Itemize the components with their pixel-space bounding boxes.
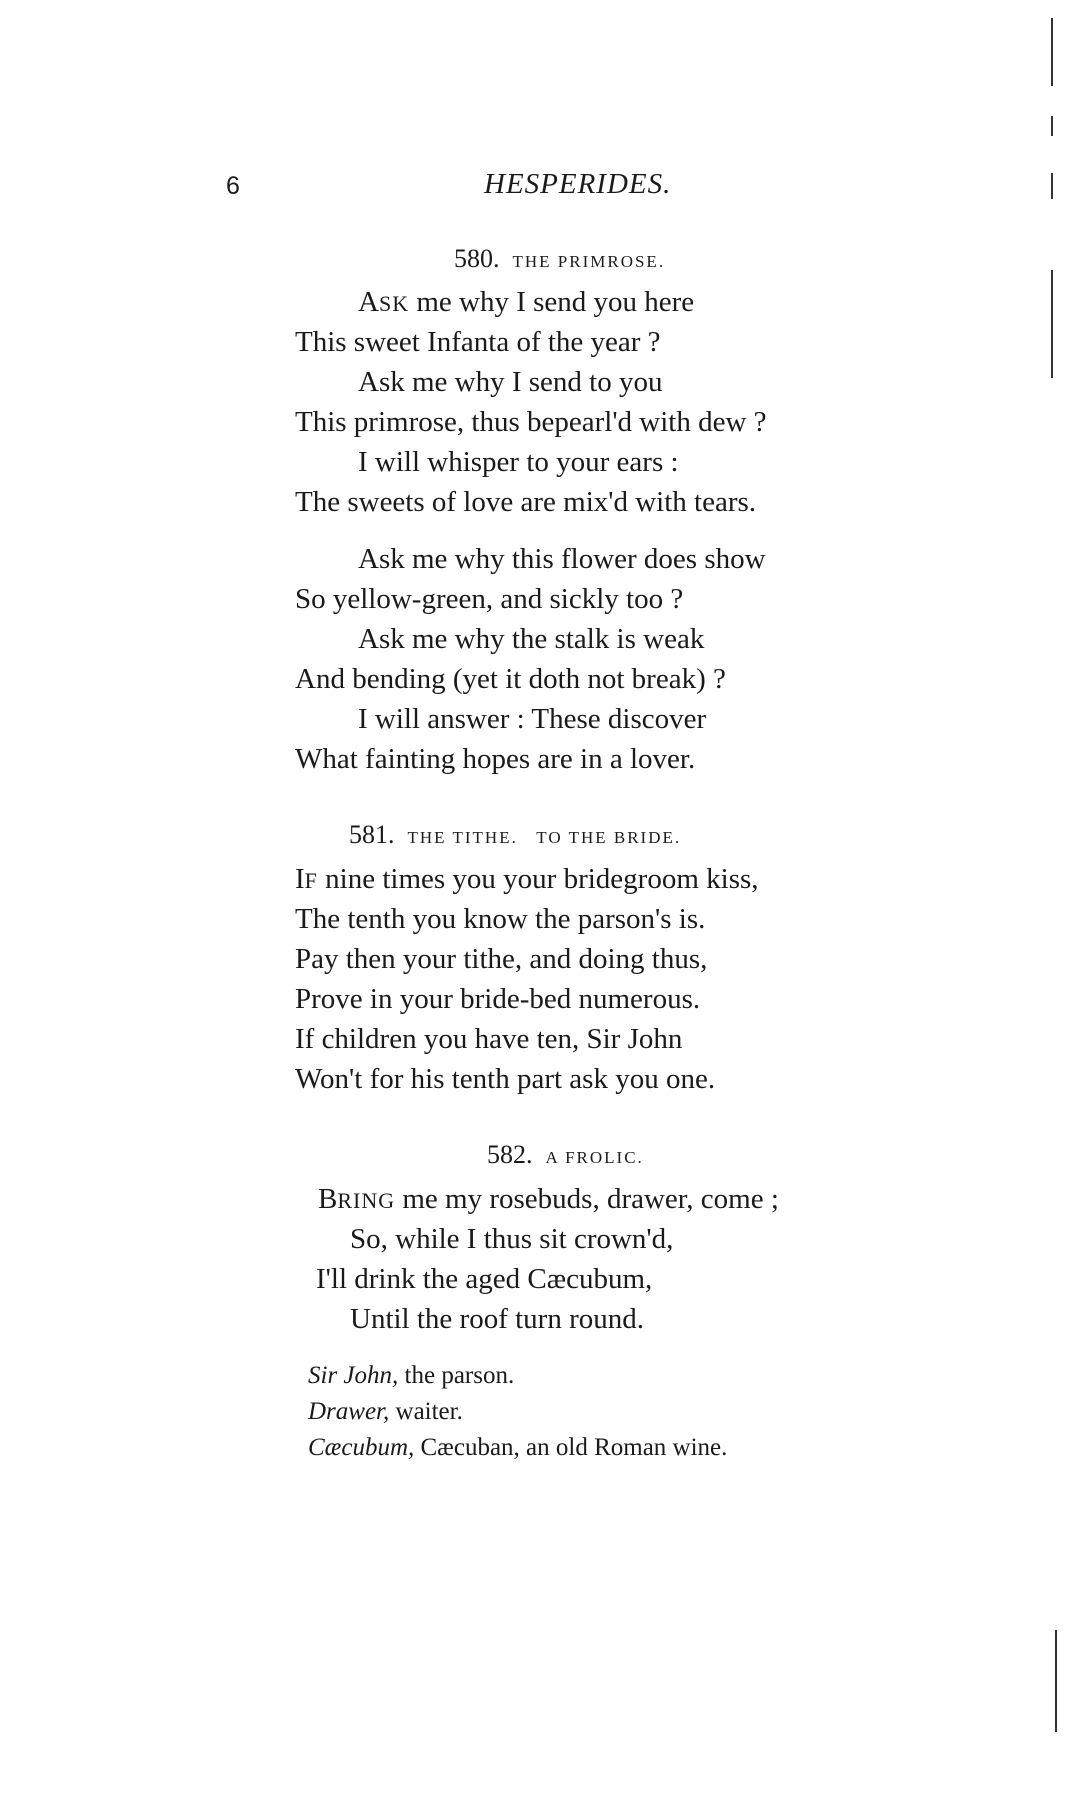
footnote-gloss: the parson. — [398, 1362, 515, 1389]
poem-line: Ask me why the stalk is weak — [358, 623, 705, 655]
poem-line: What fainting hopes are in a lover. — [295, 743, 696, 775]
poem-line: So yellow-green, and sickly too ? — [295, 583, 684, 615]
footnote-gloss: Cæcuban, an old Roman wine. — [414, 1434, 728, 1461]
poem-title: A FROLIC. — [545, 1148, 644, 1167]
scan-edge-mark — [1051, 173, 1053, 199]
poem-line: This primrose, thus bepearl'd with dew ? — [295, 406, 767, 438]
poem-number: 582. — [487, 1140, 533, 1169]
drop-word-rest: F — [304, 868, 318, 893]
page-number: 6 — [226, 172, 240, 200]
first-line-rest: me my rosebuds, drawer, come ; — [395, 1183, 779, 1215]
scan-edge-mark — [1051, 116, 1053, 136]
poem-heading — [454, 244, 665, 274]
poem-title: THE PRIMROSE. — [512, 252, 666, 271]
poem-line: If children you have ten, Sir John — [295, 1023, 683, 1055]
first-line-rest: nine times you your bridegroom kiss, — [317, 863, 759, 895]
poem-line: And bending (yet it doth not break) ? — [295, 663, 726, 695]
poem-line: Won't for his tenth part ask you one. — [295, 1063, 716, 1095]
poem-line — [318, 1183, 779, 1216]
poem-line: Pay then your tithe, and doing thus, — [295, 943, 708, 975]
footnote — [308, 1362, 514, 1390]
drop-word-rest: SK — [378, 291, 410, 316]
poem-number: 580. — [454, 244, 500, 273]
drop-word-cap: B — [318, 1183, 338, 1215]
poem-line: Ask me why this flower does show — [358, 543, 766, 575]
poem-number: 581. — [349, 820, 395, 849]
drop-word-rest: RING — [337, 1188, 396, 1213]
running-title: HESPERIDES. — [484, 168, 672, 200]
poem-line: I will answer : These discover — [358, 703, 707, 735]
footnote-gloss: waiter. — [389, 1398, 463, 1425]
poem-line: Prove in your bride-bed numerous. — [295, 983, 701, 1015]
footnote-term: Sir John, — [308, 1362, 399, 1389]
poem-heading — [487, 1140, 644, 1170]
drop-word-cap: A — [358, 286, 379, 318]
poem-heading — [349, 820, 681, 850]
poem-line — [358, 286, 694, 319]
poem-line: The sweets of love are mix'd with tears. — [295, 486, 757, 518]
first-line-rest: me why I send you here — [409, 286, 695, 318]
footnote-term: Drawer, — [308, 1398, 390, 1425]
footnote — [308, 1434, 727, 1462]
poem-line: I will whisper to your ears : — [358, 446, 679, 478]
poem-line: The tenth you know the parson's is. — [295, 903, 706, 935]
footnote — [308, 1398, 463, 1426]
poem-title: THE TITHE. TO THE BRIDE. — [407, 828, 682, 847]
poem-line — [295, 863, 759, 896]
poem-line: This sweet Infanta of the year ? — [295, 326, 661, 358]
footnote-term: Cæcubum, — [308, 1434, 415, 1461]
drop-word-cap: I — [295, 863, 305, 895]
scan-edge-mark — [1051, 270, 1053, 378]
poem-line: Ask me why I send to you — [358, 366, 663, 398]
poem-line: I'll drink the aged Cæcubum, — [316, 1263, 653, 1295]
scan-edge-mark — [1051, 18, 1053, 86]
scan-edge-mark — [1055, 1630, 1057, 1732]
poem-line: Until the roof turn round. — [350, 1303, 644, 1335]
poem-line: So, while I thus sit crown'd, — [350, 1223, 674, 1255]
